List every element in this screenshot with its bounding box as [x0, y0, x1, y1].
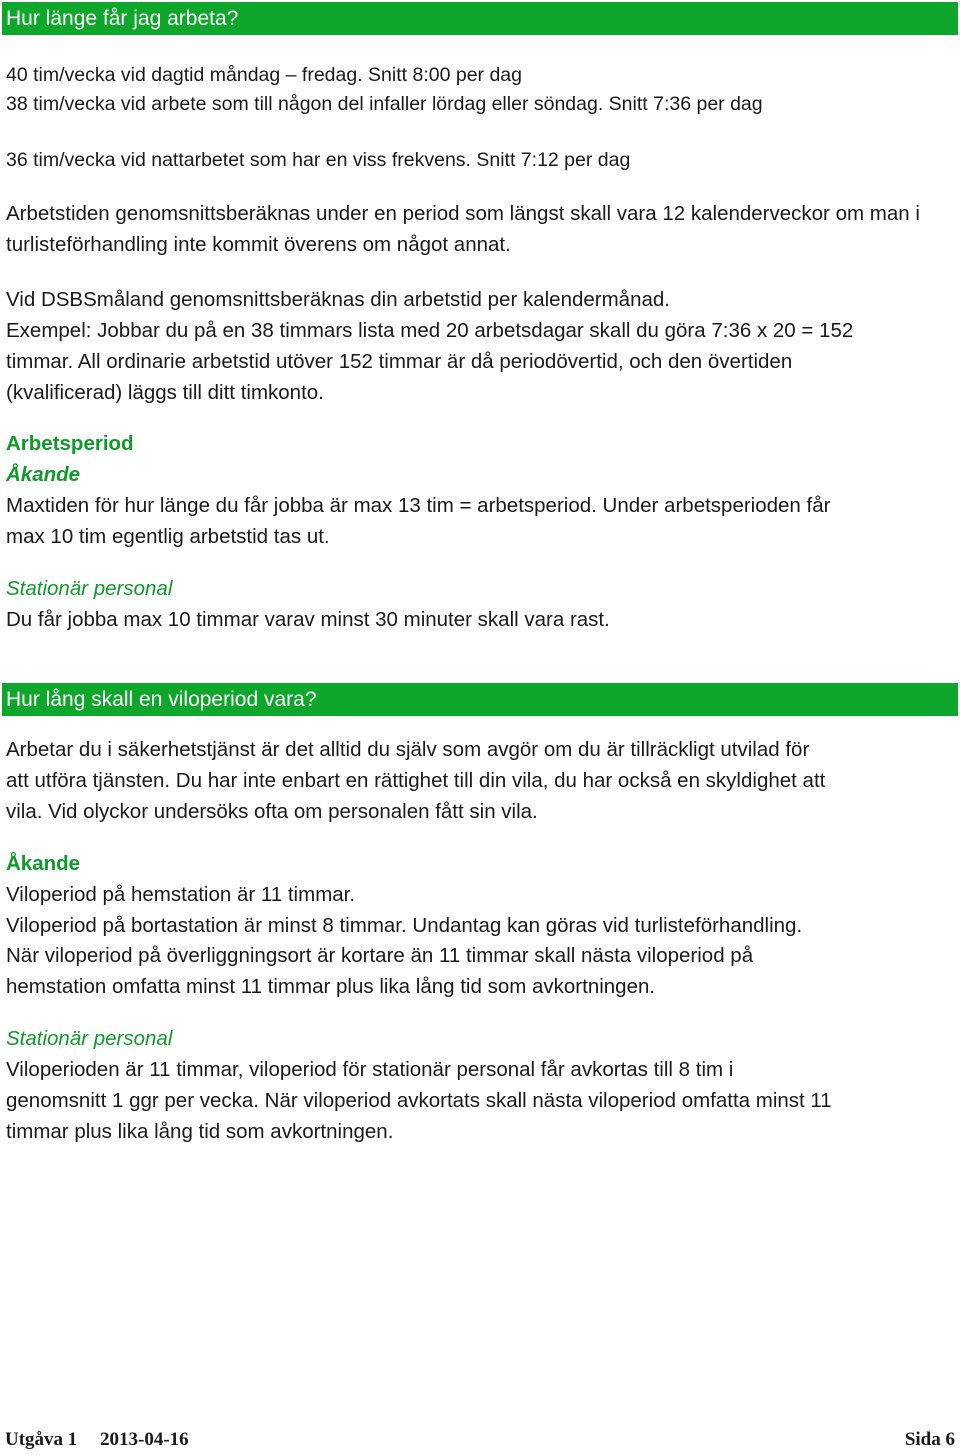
label-stationar-personal: Stationär personal [6, 577, 173, 600]
label-akande-rest: Åkande [6, 852, 81, 875]
akande-line-2: max 10 tim egentlig arbetstid tas ut. [6, 525, 330, 548]
section-heading-working-hours: Hur länge får jag arbeta? [2, 2, 958, 35]
label-akande: Åkande [6, 463, 81, 486]
hours-line-weekday: 40 tim/vecka vid dagtid måndag – fredag. Snitt 8:00 per dag [6, 64, 522, 86]
rest-stationar-line-2: genomsnitt 1 ggr per vecka. När viloperiod avkortats skall nästa viloperiod omfatta minst 11 [6, 1089, 832, 1112]
footer-edition: Utgåva 1 [5, 1429, 78, 1450]
rest-intro-line-2: att utföra tjänsten. Du har inte enbart en rättighet till din vila, du har också en skyldighet att [6, 769, 826, 792]
rest-intro-line-3: vila. Vid olyckor undersöks ofta om personalen fått sin vila. [6, 800, 538, 823]
dsb-paragraph-line-4: (kvalificerad) läggs till ditt timkonto. [6, 381, 324, 404]
rest-akande-line-2: Viloperiod på bortastation är minst 8 timmar. Undantag kan göras vid turlisteförhandling. [6, 914, 803, 937]
stationar-line-1: Du får jobba max 10 timmar varav minst 30 minuter skall vara rast. [6, 608, 610, 631]
akande-line-1: Maxtiden för hur länge du får jobba är max 13 tim = arbetsperiod. Under arbetsperioden får [6, 494, 831, 517]
section-heading-rest-period: Hur lång skall en viloperiod vara? [2, 683, 958, 716]
footer-page-number: Sida 6 [904, 1429, 955, 1450]
subheading-arbetsperiod: Arbetsperiod [6, 432, 134, 455]
average-paragraph-line-2: turlisteförhandling inte kommit överens om något annat. [6, 233, 511, 256]
dsb-paragraph-line-3: timmar. All ordinarie arbetstid utöver 152 timmar är då periodövertid, och den övertiden [6, 350, 793, 373]
rest-akande-line-4: hemstation omfatta minst 11 timmar plus lika lång tid som avkortningen. [6, 975, 656, 998]
rest-akande-line-3: När viloperiod på överliggningsort är kortare än 11 timmar skall nästa viloperiod på [6, 944, 754, 967]
rest-intro-line-1: Arbetar du i säkerhetstjänst är det alltid du själv som avgör om du är tillräckligt utvilad för [6, 738, 810, 761]
footer-date: 2013-04-16 [100, 1429, 189, 1450]
average-paragraph-line-1: Arbetstiden genomsnittsberäknas under en period som längst skall vara 12 kalenderveckor om man i [6, 202, 920, 225]
rest-stationar-line-3: timmar plus lika lång tid som avkortningen. [6, 1120, 394, 1143]
hours-line-night: 36 tim/vecka vid nattarbetet som har en viss frekvens. Snitt 7:12 per dag [6, 149, 631, 171]
hours-line-weekend: 38 tim/vecka vid arbete som till någon del infaller lördag eller söndag. Snitt 7:36 per dag [6, 93, 763, 115]
rest-stationar-line-1: Viloperioden är 11 timmar, viloperiod för stationär personal får avkortas till 8 tim i [6, 1058, 734, 1081]
label-stationar-personal-rest: Stationär personal [6, 1027, 173, 1050]
dsb-paragraph-line-2: Exempel: Jobbar du på en 38 timmars lista med 20 arbetsdagar skall du göra 7:36 x 20 = 152 [6, 319, 854, 342]
dsb-paragraph-line-1: Vid DSBSmåland genomsnittsberäknas din arbetstid per kalendermånad. [6, 288, 670, 311]
rest-akande-line-1: Viloperiod på hemstation är 11 timmar. [6, 883, 356, 906]
